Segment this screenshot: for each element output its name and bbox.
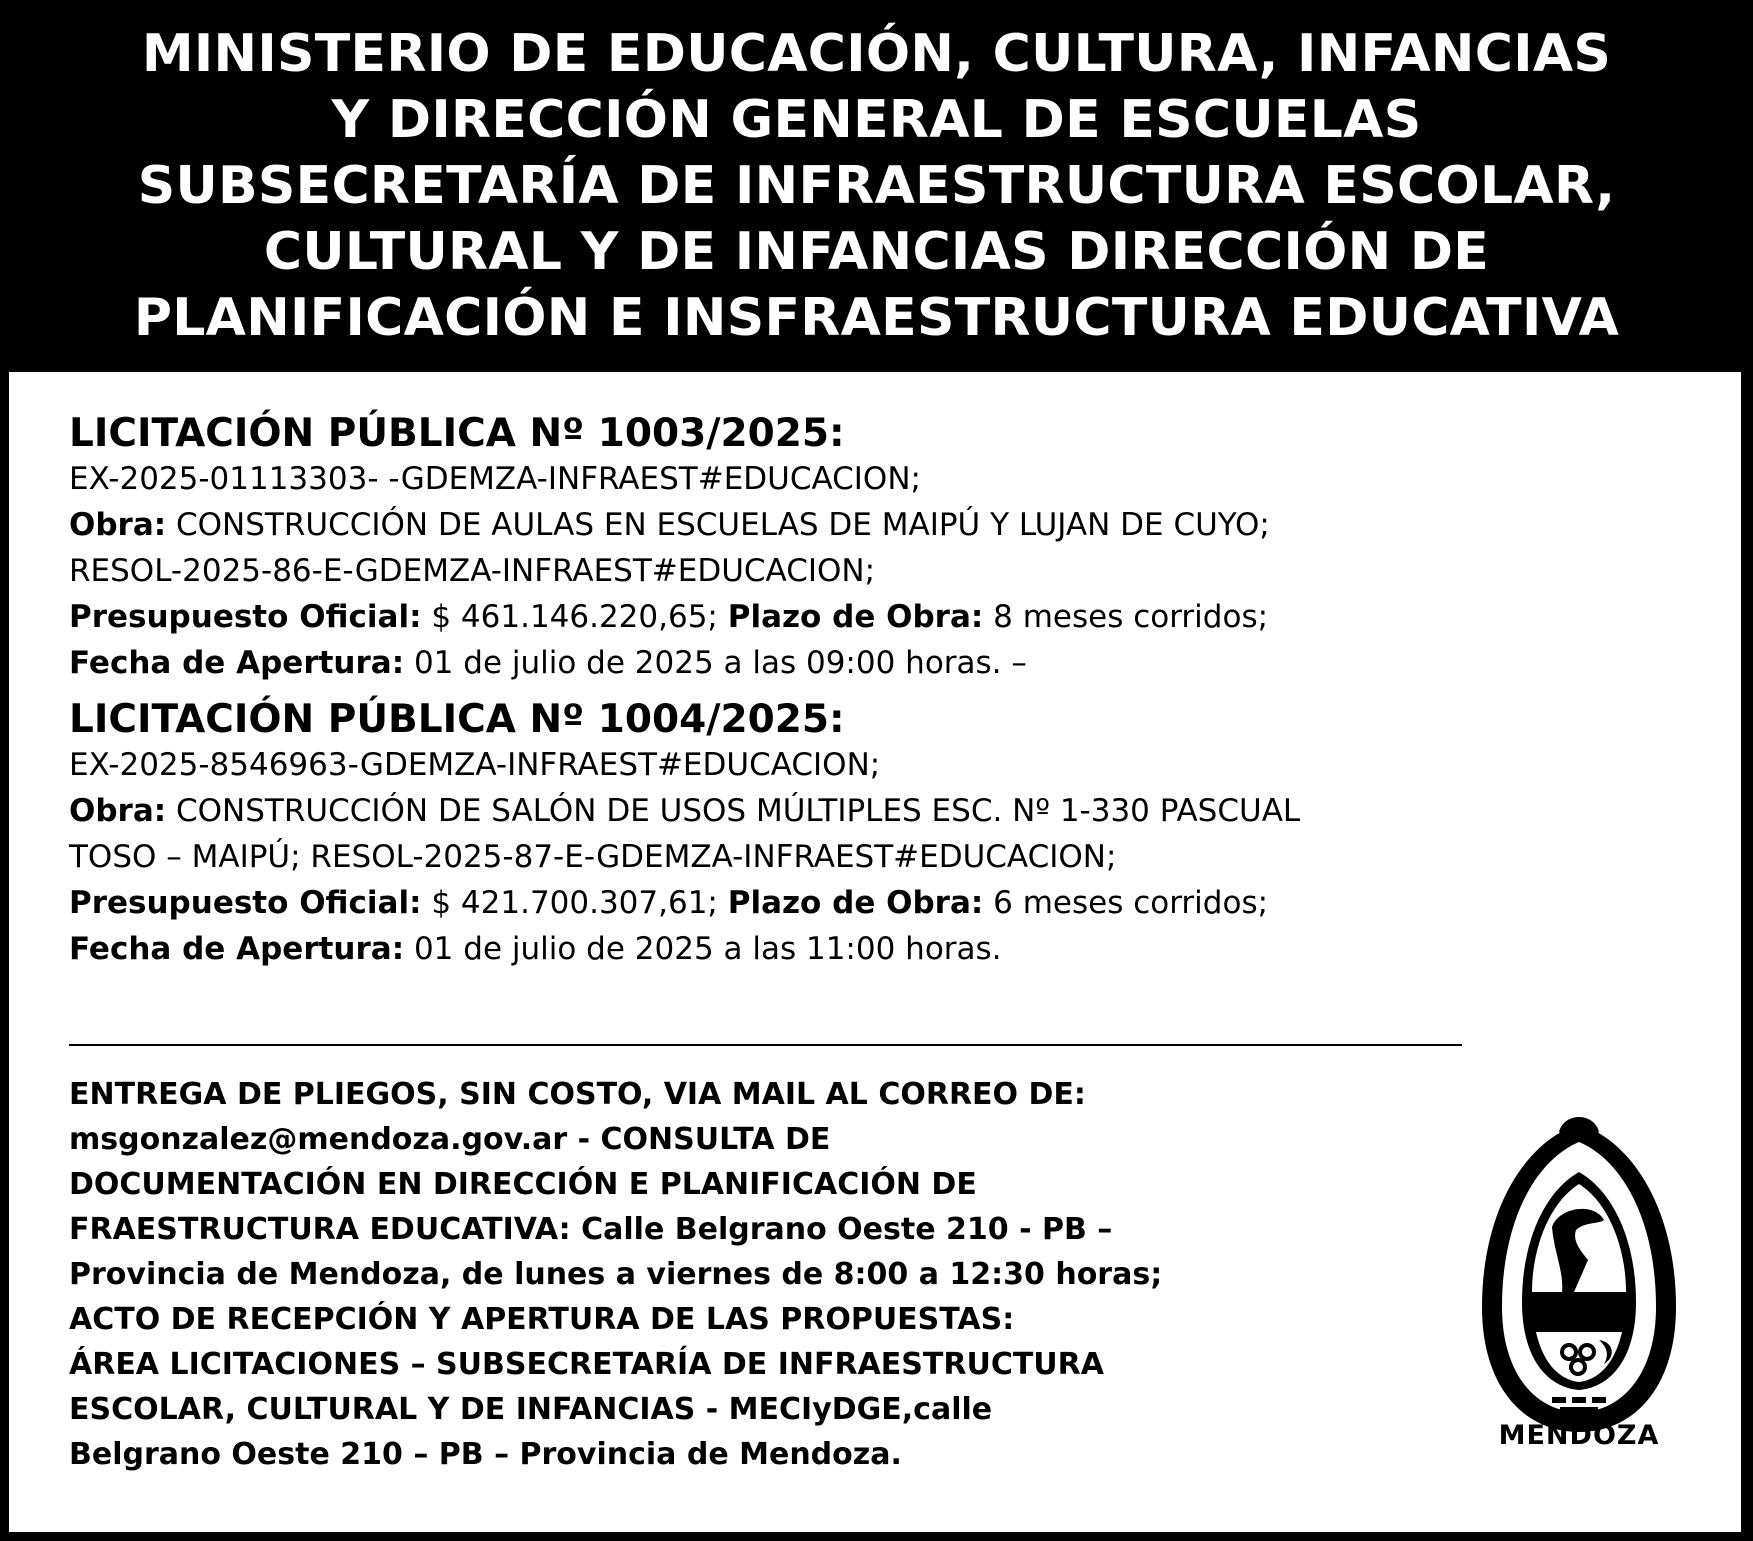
header-line-3: SUBSECRETARÍA DE INFRAESTRUCTURA ESCOLAR, xyxy=(137,156,1616,216)
notice-line-2-rest: - CONSULTA DE xyxy=(567,1122,831,1157)
notice-line-4: FRAESTRUCTURA EDUCATIVA: Calle Belgrano Oeste 210 - PB – xyxy=(69,1212,1113,1247)
obra-label: Obra: xyxy=(69,507,167,543)
notice-line-3: DOCUMENTACIÓN EN DIRECCIÓN E PLANIFICACIÓN DE xyxy=(69,1167,977,1202)
fecha-value: 01 de julio de 2025 a las 11:00 horas. xyxy=(404,931,1002,967)
plazo-value: 6 meses corridos; xyxy=(983,885,1269,921)
tender-title: LICITACIÓN PÚBLICA Nº 1003/2025: xyxy=(69,411,845,456)
obra-label: Obra: xyxy=(69,793,167,829)
content-panel xyxy=(9,372,1741,1532)
obra-value: CONSTRUCCIÓN DE SALÓN DE USOS MÚLTIPLES ESC. Nº 1-330 PASCUAL xyxy=(166,793,1301,829)
fecha-value: 01 de julio de 2025 a las 09:00 horas. – xyxy=(404,645,1027,681)
notice-line-7: ÁREA LICITACIONES – SUBSECRETARÍA DE INFRAESTRUCTURA xyxy=(69,1347,1104,1382)
notice-line-5: Provincia de Mendoza, de lunes a viernes de 8:00 a 12:30 horas; xyxy=(69,1257,1163,1292)
section-divider xyxy=(69,1044,1462,1046)
presupuesto-label: Presupuesto Oficial: xyxy=(69,599,422,635)
presupuesto-line xyxy=(69,880,1719,926)
header-banner xyxy=(0,0,1753,372)
tender-1003 xyxy=(69,412,1719,686)
fecha-line xyxy=(69,640,1719,686)
obra-value: CONSTRUCCIÓN DE AULAS EN ESCUELAS DE MAIPÚ Y LUJAN DE CUYO; xyxy=(166,507,1270,543)
notice-line-2 xyxy=(69,1117,1449,1162)
plazo-label: Plazo de Obra: xyxy=(727,599,984,635)
notice-line-1: ENTREGA DE PLIEGOS, SIN COSTO, VIA MAIL AL CORREO DE: xyxy=(69,1077,1086,1112)
notice-section xyxy=(69,1072,1449,1477)
tender-title: LICITACIÓN PÚBLICA Nº 1004/2025: xyxy=(69,697,845,742)
tender-1004 xyxy=(69,698,1719,972)
notice-line-8: ESCOLAR, CULTURAL Y DE INFANCIAS - MECIyDGE,calle xyxy=(69,1392,993,1427)
presupuesto-value: $ 461.146.220,65; xyxy=(421,599,728,635)
fecha-label: Fecha de Apertura: xyxy=(69,645,405,681)
email-link[interactable]: msgonzalez@mendoza.gov.ar xyxy=(69,1122,568,1157)
presupuesto-label: Presupuesto Oficial: xyxy=(69,885,422,921)
header-line-2: Y DIRECCIÓN GENERAL DE ESCUELAS xyxy=(331,90,1422,150)
plazo-label: Plazo de Obra: xyxy=(727,885,984,921)
header-line-5: PLANIFICACIÓN E INSFRAESTRUCTURA EDUCATIVA xyxy=(133,288,1620,348)
obra-line xyxy=(69,788,1719,834)
notice-line-6: ACTO DE RECEPCIÓN Y APERTURA DE LAS PROPUESTAS: xyxy=(69,1302,1015,1337)
resolucion: RESOL-2025-86-E-GDEMZA-INFRAEST#EDUCACION; xyxy=(69,553,876,589)
obra-line xyxy=(69,502,1719,548)
tenders-section xyxy=(69,412,1719,972)
logo-label: MENDOZA xyxy=(1498,1420,1660,1451)
presupuesto-line xyxy=(69,594,1719,640)
header-line-1: MINISTERIO DE EDUCACIÓN, CULTURA, INFANCIAS xyxy=(141,24,1612,84)
presupuesto-value: $ 421.700.307,61; xyxy=(421,885,728,921)
expediente: EX-2025-8546963-GDEMZA-INFRAEST#EDUCACION; xyxy=(69,747,881,783)
expediente: EX-2025-01113303- -GDEMZA-INFRAEST#EDUCACION; xyxy=(69,461,921,497)
plazo-value: 8 meses corridos; xyxy=(983,599,1269,635)
fecha-label: Fecha de Apertura: xyxy=(69,931,405,967)
fecha-line xyxy=(69,926,1719,972)
notice-line-9: Belgrano Oeste 210 – PB – Provincia de Mendoza. xyxy=(69,1437,902,1472)
header-line-4: CULTURAL Y DE INFANCIAS DIRECCIÓN DE xyxy=(263,222,1490,282)
obra-continuation: TOSO – MAIPÚ; RESOL-2025-87-E-GDEMZA-INFRAEST#EDUCACION; xyxy=(69,839,1117,875)
